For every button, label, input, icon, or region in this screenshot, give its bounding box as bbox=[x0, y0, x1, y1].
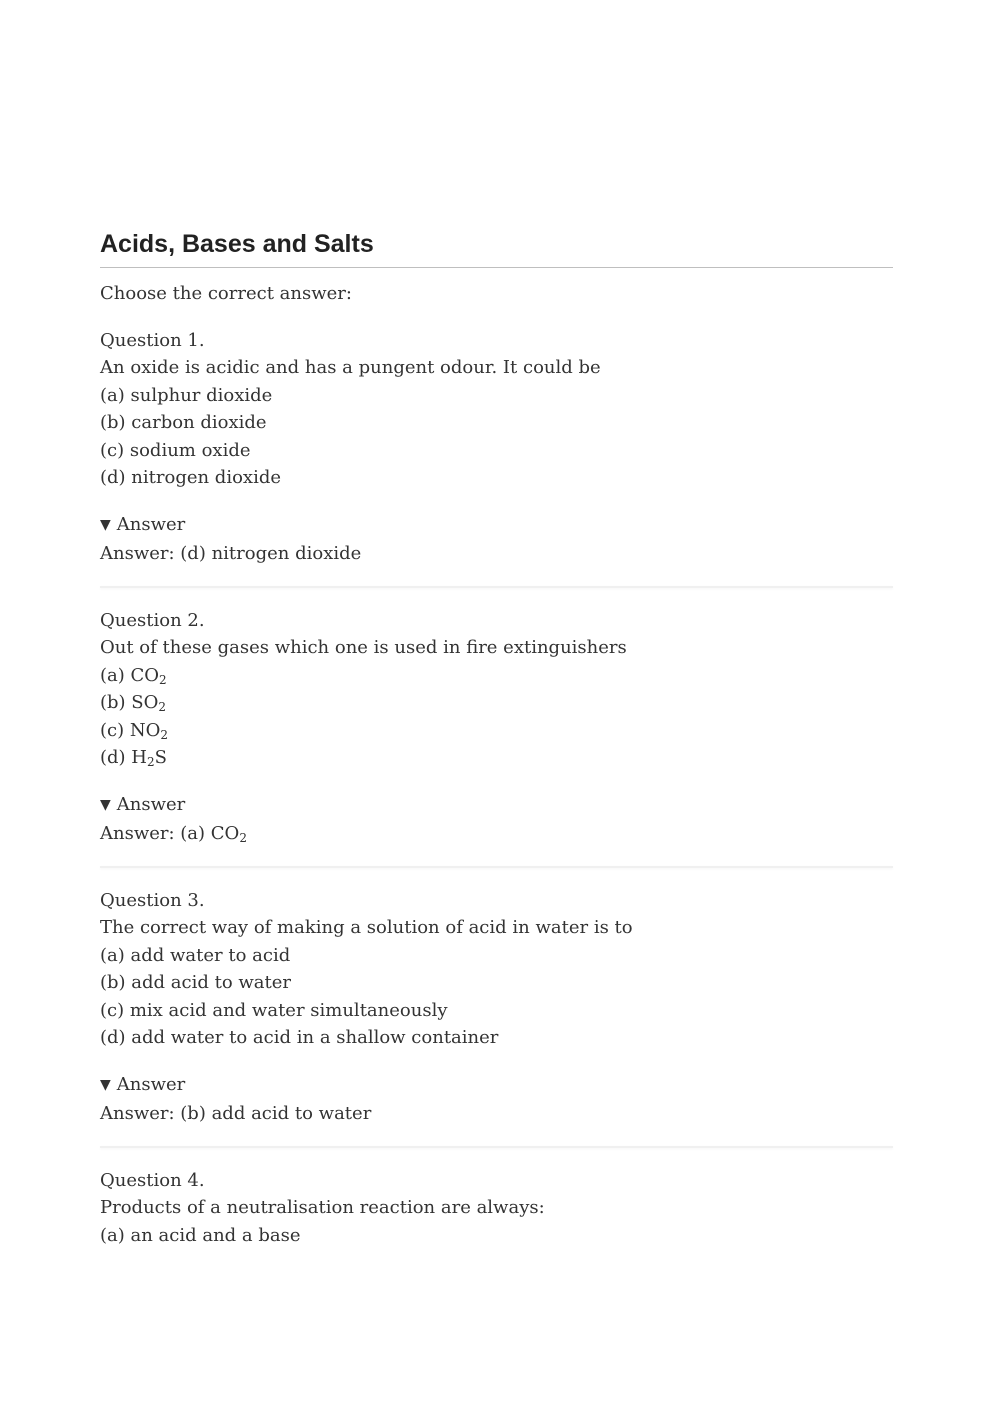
question-block bbox=[100, 1167, 893, 1250]
question-block bbox=[100, 327, 893, 588]
divider bbox=[100, 866, 893, 868]
triangle-down-icon: ▼ bbox=[100, 796, 111, 813]
answer-option: (d) nitrogen dioxide bbox=[100, 467, 282, 488]
question-text: Out of these gases which one is used in fire extinguishers bbox=[100, 637, 627, 658]
answer-option: (d) $H_2S$ bbox=[100, 747, 167, 769]
answer-option: (b) add acid to water bbox=[100, 972, 292, 993]
answer-toggle[interactable] bbox=[100, 1071, 893, 1101]
answer-text: Answer: (a) $CO_2$ bbox=[100, 823, 247, 845]
answer-section bbox=[100, 791, 893, 848]
question-text: Products of a neutralisation reaction are always: bbox=[100, 1197, 545, 1218]
triangle-down-icon: ▼ bbox=[100, 1076, 111, 1093]
answer-toggle[interactable] bbox=[100, 511, 893, 541]
divider bbox=[100, 586, 893, 588]
question-text: The correct way of making a solution of acid in water is to bbox=[100, 917, 633, 938]
question-block bbox=[100, 887, 893, 1148]
answer-toggle[interactable] bbox=[100, 791, 893, 821]
instructions: Choose the correct answer: bbox=[100, 283, 352, 304]
answer-option: (a) add water to acid bbox=[100, 944, 291, 966]
answer-option: (b) $SO_2$ bbox=[100, 692, 167, 714]
answer-toggle-label: Answer bbox=[116, 793, 186, 815]
answer-toggle-label: Answer bbox=[116, 513, 186, 535]
answer-section bbox=[100, 1071, 893, 1128]
answer-option: (a) sulphur dioxide bbox=[100, 384, 273, 406]
answer-option: (c) $NO_2$ bbox=[100, 719, 168, 742]
divider bbox=[100, 1146, 893, 1148]
answer-text: Answer: (b) add acid to water bbox=[100, 1103, 372, 1124]
question-number: Question 4. bbox=[100, 1169, 205, 1191]
answer-option: (c) sodium oxide bbox=[100, 439, 251, 461]
question-number: Question 2. bbox=[100, 609, 205, 631]
question-number: Question 1. bbox=[100, 329, 205, 351]
answer-option: (a) an acid and a base bbox=[100, 1224, 301, 1246]
question-text: An oxide is acidic and has a pungent odour. It could be bbox=[100, 357, 601, 378]
answer-option: (b) carbon dioxide bbox=[100, 412, 267, 433]
answer-section bbox=[100, 511, 893, 568]
page-title: Acids, Bases and Salts bbox=[100, 226, 893, 268]
question-list bbox=[100, 327, 893, 1250]
answer-option: (a) $CO_2$ bbox=[100, 664, 167, 687]
answer-toggle-label: Answer bbox=[116, 1073, 186, 1095]
answer-option: (c) mix acid and water simultaneously bbox=[100, 999, 448, 1021]
article bbox=[100, 226, 893, 1249]
question-block bbox=[100, 607, 893, 868]
question-number: Question 3. bbox=[100, 889, 205, 911]
answer-option: (d) add water to acid in a shallow container bbox=[100, 1027, 499, 1048]
answer-text: Answer: (d) nitrogen dioxide bbox=[100, 543, 362, 564]
triangle-down-icon: ▼ bbox=[100, 516, 111, 533]
